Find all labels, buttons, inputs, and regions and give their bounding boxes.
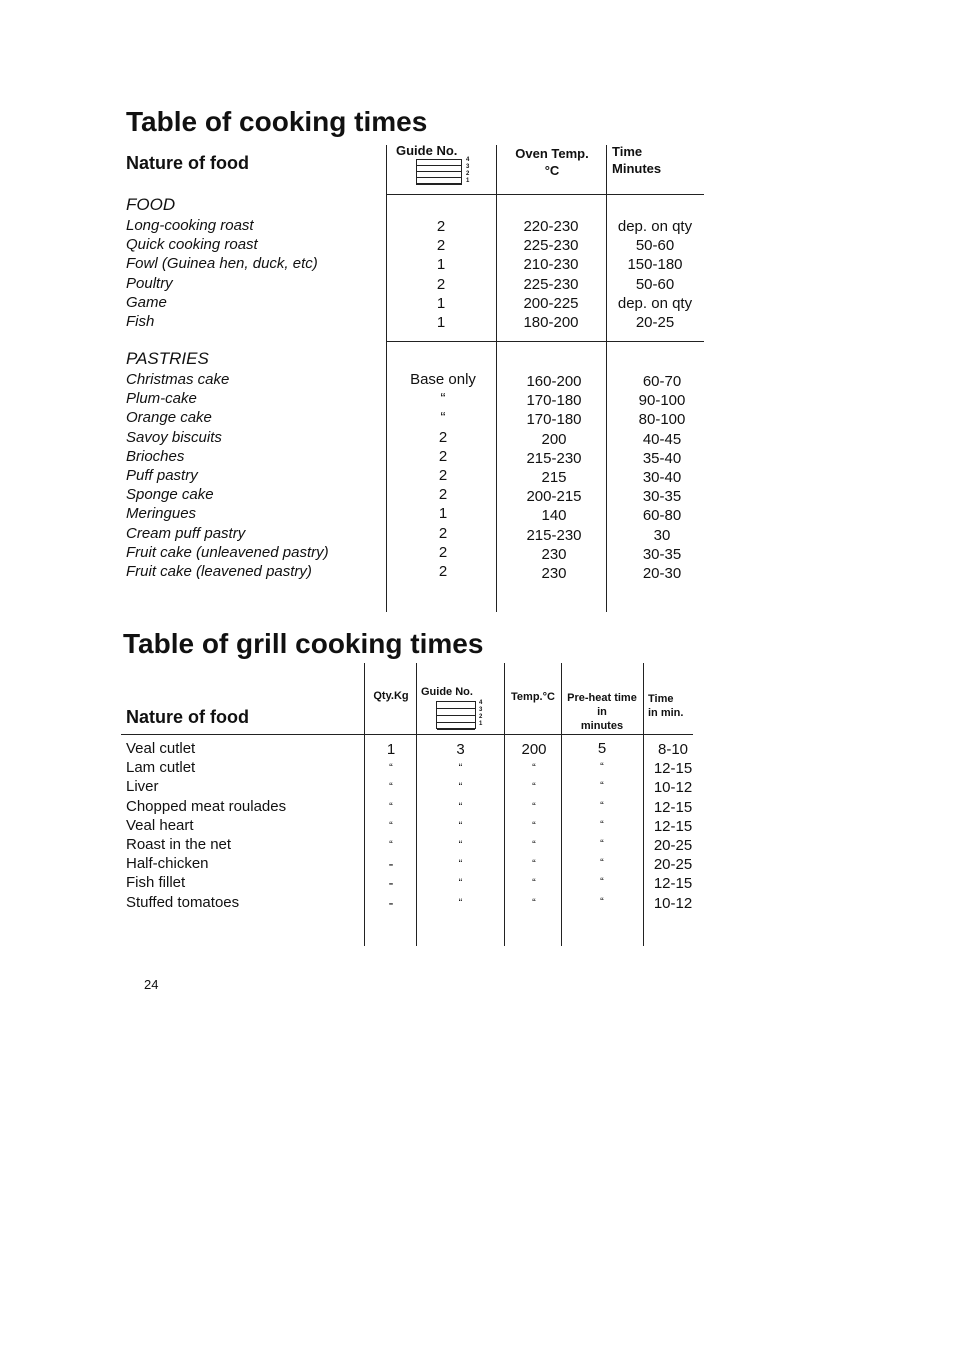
table-cell: Meringues bbox=[126, 505, 197, 523]
grill-header-guide: Guide No. bbox=[421, 686, 473, 698]
table-cell: 2 bbox=[438, 562, 448, 580]
table-cell: “ bbox=[440, 409, 446, 427]
table-cell: 12-15 bbox=[653, 760, 693, 778]
table-cell: “ bbox=[458, 762, 463, 775]
table-cell: 160-200 bbox=[526, 373, 582, 390]
table-cell: Fish fillet bbox=[126, 874, 186, 892]
grill-table-title: Table of grill cooking times bbox=[123, 628, 484, 659]
table-cell: Sponge cake bbox=[126, 486, 214, 504]
table-cell: 20-25 bbox=[635, 313, 675, 331]
table-cell: 20-25 bbox=[653, 856, 693, 874]
table-cell: 180-200 bbox=[523, 313, 579, 331]
cooking-table-title: Table of cooking times bbox=[126, 106, 428, 137]
table-cell: Stuffed tomatoes bbox=[126, 893, 240, 911]
table-cell: 30 bbox=[653, 526, 671, 544]
table-cell: 215-230 bbox=[526, 449, 582, 467]
table-cell: 30-35 bbox=[642, 545, 682, 563]
table-cell: Veal heart bbox=[126, 816, 194, 834]
table-cell: 2 bbox=[436, 275, 446, 293]
table-cell: “ bbox=[389, 838, 393, 851]
table-cell: Quick cooking roast bbox=[126, 236, 258, 254]
grill-header-qty: Qty.Kg bbox=[373, 690, 409, 702]
table-cell: “ bbox=[389, 819, 393, 832]
table-cell: “ bbox=[532, 838, 536, 851]
table-cell: “ bbox=[458, 819, 463, 832]
table-cell: 1 bbox=[436, 256, 446, 274]
cooking-col-divider-2 bbox=[496, 145, 497, 612]
table-cell: 2 bbox=[438, 543, 448, 561]
table-cell: Half-chicken bbox=[126, 855, 209, 873]
grill-qty-column bbox=[365, 740, 417, 913]
food-time-column bbox=[606, 217, 704, 332]
table-cell: “ bbox=[600, 876, 604, 889]
table-cell: 20-30 bbox=[642, 564, 682, 582]
pastries-guide-column bbox=[390, 370, 496, 581]
table-cell: Orange cake bbox=[126, 409, 212, 427]
table-cell: 170-180 bbox=[526, 392, 582, 410]
table-cell: 230 bbox=[541, 564, 567, 582]
table-cell: 2 bbox=[436, 237, 446, 255]
table-cell: Christmas cake bbox=[126, 371, 230, 388]
table-cell: 220-230 bbox=[523, 218, 579, 235]
table-cell: Chopped meat roulades bbox=[126, 797, 287, 815]
table-cell: 60-80 bbox=[642, 507, 682, 525]
table-cell: “ bbox=[532, 896, 536, 909]
table-cell: “ bbox=[532, 858, 536, 871]
table-cell: 3 bbox=[456, 741, 465, 758]
table-cell: Base only bbox=[410, 371, 476, 388]
table-cell: “ bbox=[600, 799, 604, 812]
food-temp-column bbox=[500, 217, 602, 332]
grill-time-column bbox=[644, 740, 702, 913]
table-cell: 30-35 bbox=[642, 488, 682, 506]
table-cell: “ bbox=[458, 858, 463, 871]
table-cell: Lam cutlet bbox=[126, 759, 196, 777]
food-names-column bbox=[126, 216, 318, 331]
table-cell: Game bbox=[126, 293, 167, 311]
table-cell: Savoy biscuits bbox=[126, 428, 222, 446]
table-cell: 230 bbox=[541, 545, 567, 563]
table-cell: 2 bbox=[436, 218, 446, 235]
cooking-header-temp: Oven Temp. °C bbox=[515, 146, 589, 178]
table-cell: 140 bbox=[541, 507, 567, 525]
table-cell: 150-180 bbox=[627, 256, 683, 274]
table-cell: 215-230 bbox=[526, 526, 582, 544]
table-cell: 225-230 bbox=[523, 237, 579, 255]
grill-header-nature: Nature of food bbox=[126, 707, 249, 727]
table-cell: 200-225 bbox=[523, 294, 579, 312]
grill-header-temp: Temp.°C bbox=[511, 691, 555, 703]
cooking-header-time: Time Minutes bbox=[612, 144, 662, 176]
table-cell: 30-40 bbox=[642, 468, 682, 486]
table-cell: “ bbox=[458, 800, 463, 813]
grill-names-column bbox=[126, 739, 286, 912]
table-cell: Roast in the net bbox=[126, 835, 232, 853]
table-cell: Fruit cake (unleavened pastry) bbox=[126, 543, 329, 561]
cooking-header-divider bbox=[386, 194, 704, 195]
table-cell: 35-40 bbox=[642, 449, 682, 467]
grill-header-preheat: Pre-heat time in minutes bbox=[567, 692, 637, 732]
table-cell: 20-25 bbox=[653, 836, 693, 854]
cooking-col-divider-1 bbox=[386, 145, 387, 612]
table-cell: 10-12 bbox=[653, 894, 693, 912]
table-cell: “ bbox=[600, 895, 604, 908]
food-guide-column bbox=[390, 217, 492, 332]
table-cell: dep. on qty bbox=[617, 218, 693, 235]
table-cell: 170-180 bbox=[526, 411, 582, 429]
table-cell: Long-cooking roast bbox=[126, 217, 254, 234]
table-cell: “ bbox=[458, 781, 463, 794]
table-cell: “ bbox=[600, 818, 604, 831]
grill-temp-column bbox=[505, 740, 563, 913]
pastries-temp-column bbox=[503, 372, 605, 583]
table-cell: Brioches bbox=[126, 447, 185, 465]
table-cell: 210-230 bbox=[523, 256, 579, 274]
table-cell: 10-12 bbox=[653, 779, 693, 797]
table-cell: Cream puff pastry bbox=[126, 524, 246, 542]
table-cell: 80-100 bbox=[638, 411, 686, 429]
table-cell: 200 bbox=[541, 430, 567, 448]
pastries-time-column bbox=[612, 372, 712, 583]
table-cell: 1 bbox=[436, 294, 446, 312]
table-cell: Fish bbox=[126, 312, 155, 330]
table-cell: 2 bbox=[438, 524, 448, 542]
table-cell: “ bbox=[458, 896, 463, 909]
table-cell: 8-10 bbox=[657, 741, 689, 758]
table-cell: “ bbox=[389, 800, 393, 813]
table-cell: “ bbox=[600, 857, 604, 870]
table-cell: “ bbox=[389, 762, 393, 775]
table-cell: 2 bbox=[438, 428, 448, 446]
table-cell: Fruit cake (leavened pastry) bbox=[126, 562, 312, 580]
pastries-names-column bbox=[126, 370, 329, 581]
page-number: 24 bbox=[144, 977, 159, 992]
table-cell: “ bbox=[532, 819, 536, 832]
table-cell: “ bbox=[458, 838, 463, 851]
grill-guide-column bbox=[417, 740, 504, 913]
table-cell: 200-215 bbox=[526, 488, 582, 506]
table-cell: Veal cutlet bbox=[126, 740, 196, 757]
table-cell: - bbox=[388, 875, 394, 893]
food-section-label: FOOD bbox=[126, 195, 176, 214]
table-cell: “ bbox=[600, 780, 604, 793]
table-cell: 1 bbox=[386, 741, 396, 758]
table-cell: 2 bbox=[438, 486, 448, 504]
grill-header-divider bbox=[121, 734, 693, 735]
cooking-col-divider-3 bbox=[606, 145, 607, 612]
grill-header-time: Time in min. bbox=[648, 693, 684, 719]
table-cell: 12-15 bbox=[653, 817, 693, 835]
table-cell: 225-230 bbox=[523, 275, 579, 293]
table-cell: Liver bbox=[126, 778, 159, 796]
cooking-header-nature: Nature of food bbox=[126, 153, 249, 173]
cooking-header-guide: Guide No. bbox=[396, 143, 458, 158]
table-cell: dep. on qty bbox=[617, 294, 693, 312]
table-cell: 12-15 bbox=[653, 875, 693, 893]
table-cell: - bbox=[388, 894, 394, 912]
table-cell: “ bbox=[458, 877, 463, 890]
table-cell: “ bbox=[600, 761, 604, 774]
table-cell: 2 bbox=[438, 466, 448, 484]
table-cell: Poultry bbox=[126, 274, 173, 292]
table-cell: Puff pastry bbox=[126, 466, 198, 484]
table-cell: 50-60 bbox=[635, 237, 675, 255]
table-cell: “ bbox=[532, 800, 536, 813]
table-cell: 1 bbox=[436, 313, 446, 331]
grill-preheat-column bbox=[562, 739, 642, 912]
table-cell: “ bbox=[600, 837, 604, 850]
table-cell: 40-45 bbox=[642, 430, 682, 448]
table-cell: 2 bbox=[438, 447, 448, 465]
table-cell: “ bbox=[389, 781, 393, 794]
table-cell: “ bbox=[532, 762, 536, 775]
table-cell: 60-70 bbox=[642, 373, 682, 390]
table-cell: 200 bbox=[521, 741, 547, 758]
table-cell: 215 bbox=[541, 468, 567, 486]
table-cell: “ bbox=[532, 781, 536, 794]
table-cell: 5 bbox=[597, 740, 607, 757]
cooking-section-divider bbox=[386, 341, 704, 342]
table-cell: 1 bbox=[438, 505, 448, 523]
pastries-section-label: PASTRIES bbox=[126, 349, 209, 368]
table-cell: 12-15 bbox=[653, 798, 693, 816]
table-cell: Plum-cake bbox=[126, 390, 197, 408]
table-cell: 50-60 bbox=[635, 275, 675, 293]
table-cell: “ bbox=[532, 877, 536, 890]
table-cell: 90-100 bbox=[638, 392, 686, 410]
table-cell: Fowl (Guinea hen, duck, etc) bbox=[126, 255, 318, 273]
table-cell: - bbox=[388, 856, 394, 874]
table-cell: “ bbox=[440, 390, 446, 408]
